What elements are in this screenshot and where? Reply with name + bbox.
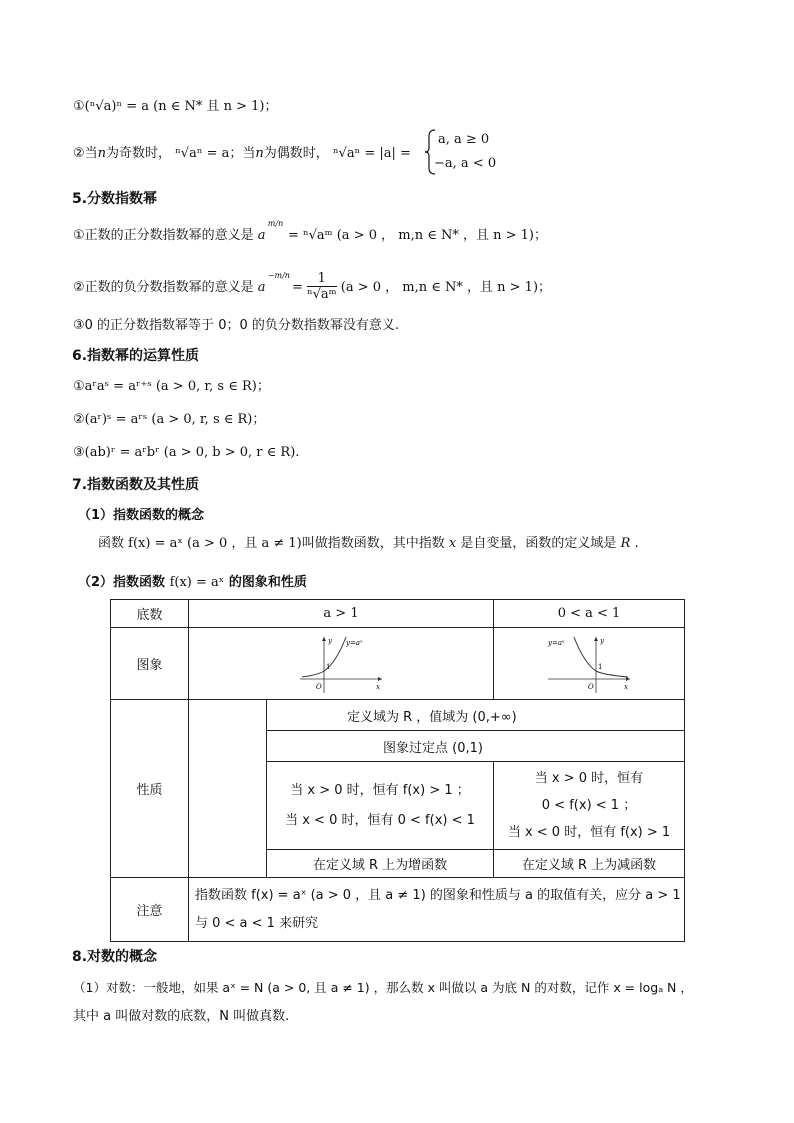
subheading-concept: （1）指数函数的概念 — [78, 508, 205, 523]
prop-x-negative: 当 x < 0 时，恒有 0 < f(x) < 1 — [285, 812, 475, 828]
section-heading-5: 5.分数指数幂 — [72, 191, 158, 207]
a-pow-m-over-n: a m/n — [257, 219, 284, 243]
even-root-formula: ⁿ√aⁿ = |a| = — [332, 146, 411, 161]
text: ；当 — [229, 146, 256, 161]
var-x: x — [448, 536, 457, 551]
formula: f(x) = aˣ — [169, 575, 225, 590]
note-line-1: 指数函数 f(x) = aˣ (a > 0 ，且 a ≠ 1) 的图象和性质与 a 的取值有关，应分 a > 1 — [195, 887, 681, 903]
monotonic-decreasing: 在定义域 R 上为减函数 — [494, 850, 685, 878]
item-marker: ① — [73, 99, 85, 114]
zero-fractional-exponent: ③0 的正分数指数幂等于 0；0 的负分数指数幂没有意义. — [73, 318, 399, 333]
text: 为偶数时， — [263, 146, 329, 161]
var-R: R — [620, 536, 631, 551]
props-a-greater-1 — [267, 762, 494, 850]
row-label-graph: 图象 — [111, 628, 189, 700]
section-heading-8: 8.对数的概念 — [72, 949, 158, 965]
origin-label: O — [316, 682, 322, 691]
axis-y-label: y — [600, 636, 604, 645]
text: . — [634, 536, 639, 551]
power-rule-3: ③(ab)ʳ = aʳbʳ (a > 0, b > 0, r ∈ R). — [73, 445, 300, 460]
section-heading-6: 6.指数幂的运算性质 — [72, 348, 200, 364]
y-intercept-label: 1 — [598, 662, 603, 671]
text: ②当 — [73, 146, 98, 161]
power-rule-2: ②(aʳ)ˢ = aʳˢ (a > 0, r, s ∈ R)； — [73, 412, 266, 427]
axis-y-label: y — [328, 636, 332, 645]
formula: (a > 0 ， m,n ∈ N* ，且 n > 1)； — [340, 280, 552, 295]
graph-increasing-cell — [189, 628, 494, 700]
text: 是自变量，函数的定义域是 — [460, 536, 617, 551]
text: 函数 — [98, 536, 125, 551]
text: 的图象和性质 — [228, 575, 307, 590]
axis-x-label: x — [624, 682, 628, 691]
header-base: 底数 — [111, 600, 189, 628]
text: ①正数的正分数指数幂的意义是 — [73, 228, 254, 243]
formula: = ⁿ√aᵐ (a > 0 ， m,n ∈ N* ，且 n > 1)； — [287, 228, 547, 243]
var-n: n — [255, 146, 264, 161]
radical-property-2 — [73, 145, 411, 163]
a-pow-neg-m-over-n: a −m/n — [257, 271, 290, 295]
radical-property-1 — [73, 98, 277, 116]
formula: f(x) = aˣ (a > 0 ，且 a ≠ 1) — [128, 536, 302, 551]
note-line-2: 与 0 < a < 1 来研究 — [195, 915, 319, 931]
curve-label: y=aˣ — [548, 638, 565, 647]
power-rule-1: ①aʳaˢ = aʳ⁺ˢ (a > 0, r, s ∈ R)； — [73, 379, 270, 394]
props-a-between-0-1 — [494, 762, 685, 850]
header-a-greater-1: a > 1 — [189, 600, 494, 628]
row-label-properties: 性质 — [111, 700, 189, 878]
prop-x-negative: 当 x < 0 时，恒有 f(x) > 1 — [507, 825, 671, 840]
var-n: n — [97, 146, 107, 161]
increasing-exponential-graph — [296, 633, 386, 695]
exponential-function-definition — [98, 535, 639, 553]
case-nonnegative: a, a ≥ 0 — [438, 132, 490, 147]
negative-fractional-exponent: ②正数的负分数指数幂的意义是 a −m/n = $\frac{1}{\text{ⁿ√aᵐ}}$ (a > 0 ， m,n ∈ N* ，且 n > 1)； — [73, 271, 552, 302]
case-negative: −a, a < 0 — [434, 156, 497, 171]
decreasing-exponential-graph — [544, 633, 634, 695]
domain-range-cell: 定义域为 R ，值域为 (0,+∞) — [267, 700, 685, 731]
header-a-between-0-1: 0 < a < 1 — [494, 600, 685, 628]
text: 为奇数时， — [106, 146, 172, 161]
graph-decreasing-cell — [494, 628, 685, 700]
fixed-point-cell: 图象过定点 (0,1) — [267, 731, 685, 762]
positive-fractional-exponent — [73, 219, 547, 245]
y-intercept-label: 1 — [326, 662, 331, 671]
note-cell — [189, 878, 685, 942]
exponential-properties-table — [110, 599, 685, 942]
logarithm-base-note: 其中 a 叫做对数的底数，N 叫做真数. — [73, 1009, 290, 1024]
monotonic-increasing: 在定义域 R 上为增函数 — [267, 850, 494, 878]
text: 叫做指数函数，其中指数 — [301, 536, 445, 551]
logarithm-definition: （1）对数：一般地，如果 aˣ = N (a > 0, 且 a ≠ 1) ，那么数 x 叫做以 a 为底 N 的对数，记作 x = logₐ N ， — [73, 980, 693, 995]
reciprocal-fraction: $\frac{1}{\text{ⁿ√aᵐ}}$ — [306, 271, 337, 302]
axis-x-label: x — [376, 682, 380, 691]
row-label-note: 注意 — [111, 878, 189, 942]
section-heading-7: 7.指数函数及其性质 — [72, 477, 200, 493]
prop-range-when-positive: 0 < f(x) < 1 ； — [541, 798, 637, 813]
radical-formula-1: (ⁿ√a)ⁿ = a (n ∈ N* 且 n > 1)； — [84, 99, 278, 114]
text: （2）指数函数 — [78, 575, 166, 590]
prop-x-positive: 当 x > 0 时，恒有 f(x) > 1 ； — [290, 782, 470, 798]
properties-spacer-cell — [189, 700, 267, 878]
odd-root-formula: ⁿ√aⁿ = a — [175, 146, 230, 161]
curve-label: y=aˣ — [346, 638, 363, 647]
subheading-graph-properties — [78, 571, 307, 590]
prop-x-positive: 当 x > 0 时，恒有 — [534, 771, 644, 786]
origin-label: O — [588, 682, 594, 691]
text: ②正数的负分数指数幂的意义是 — [73, 280, 254, 295]
